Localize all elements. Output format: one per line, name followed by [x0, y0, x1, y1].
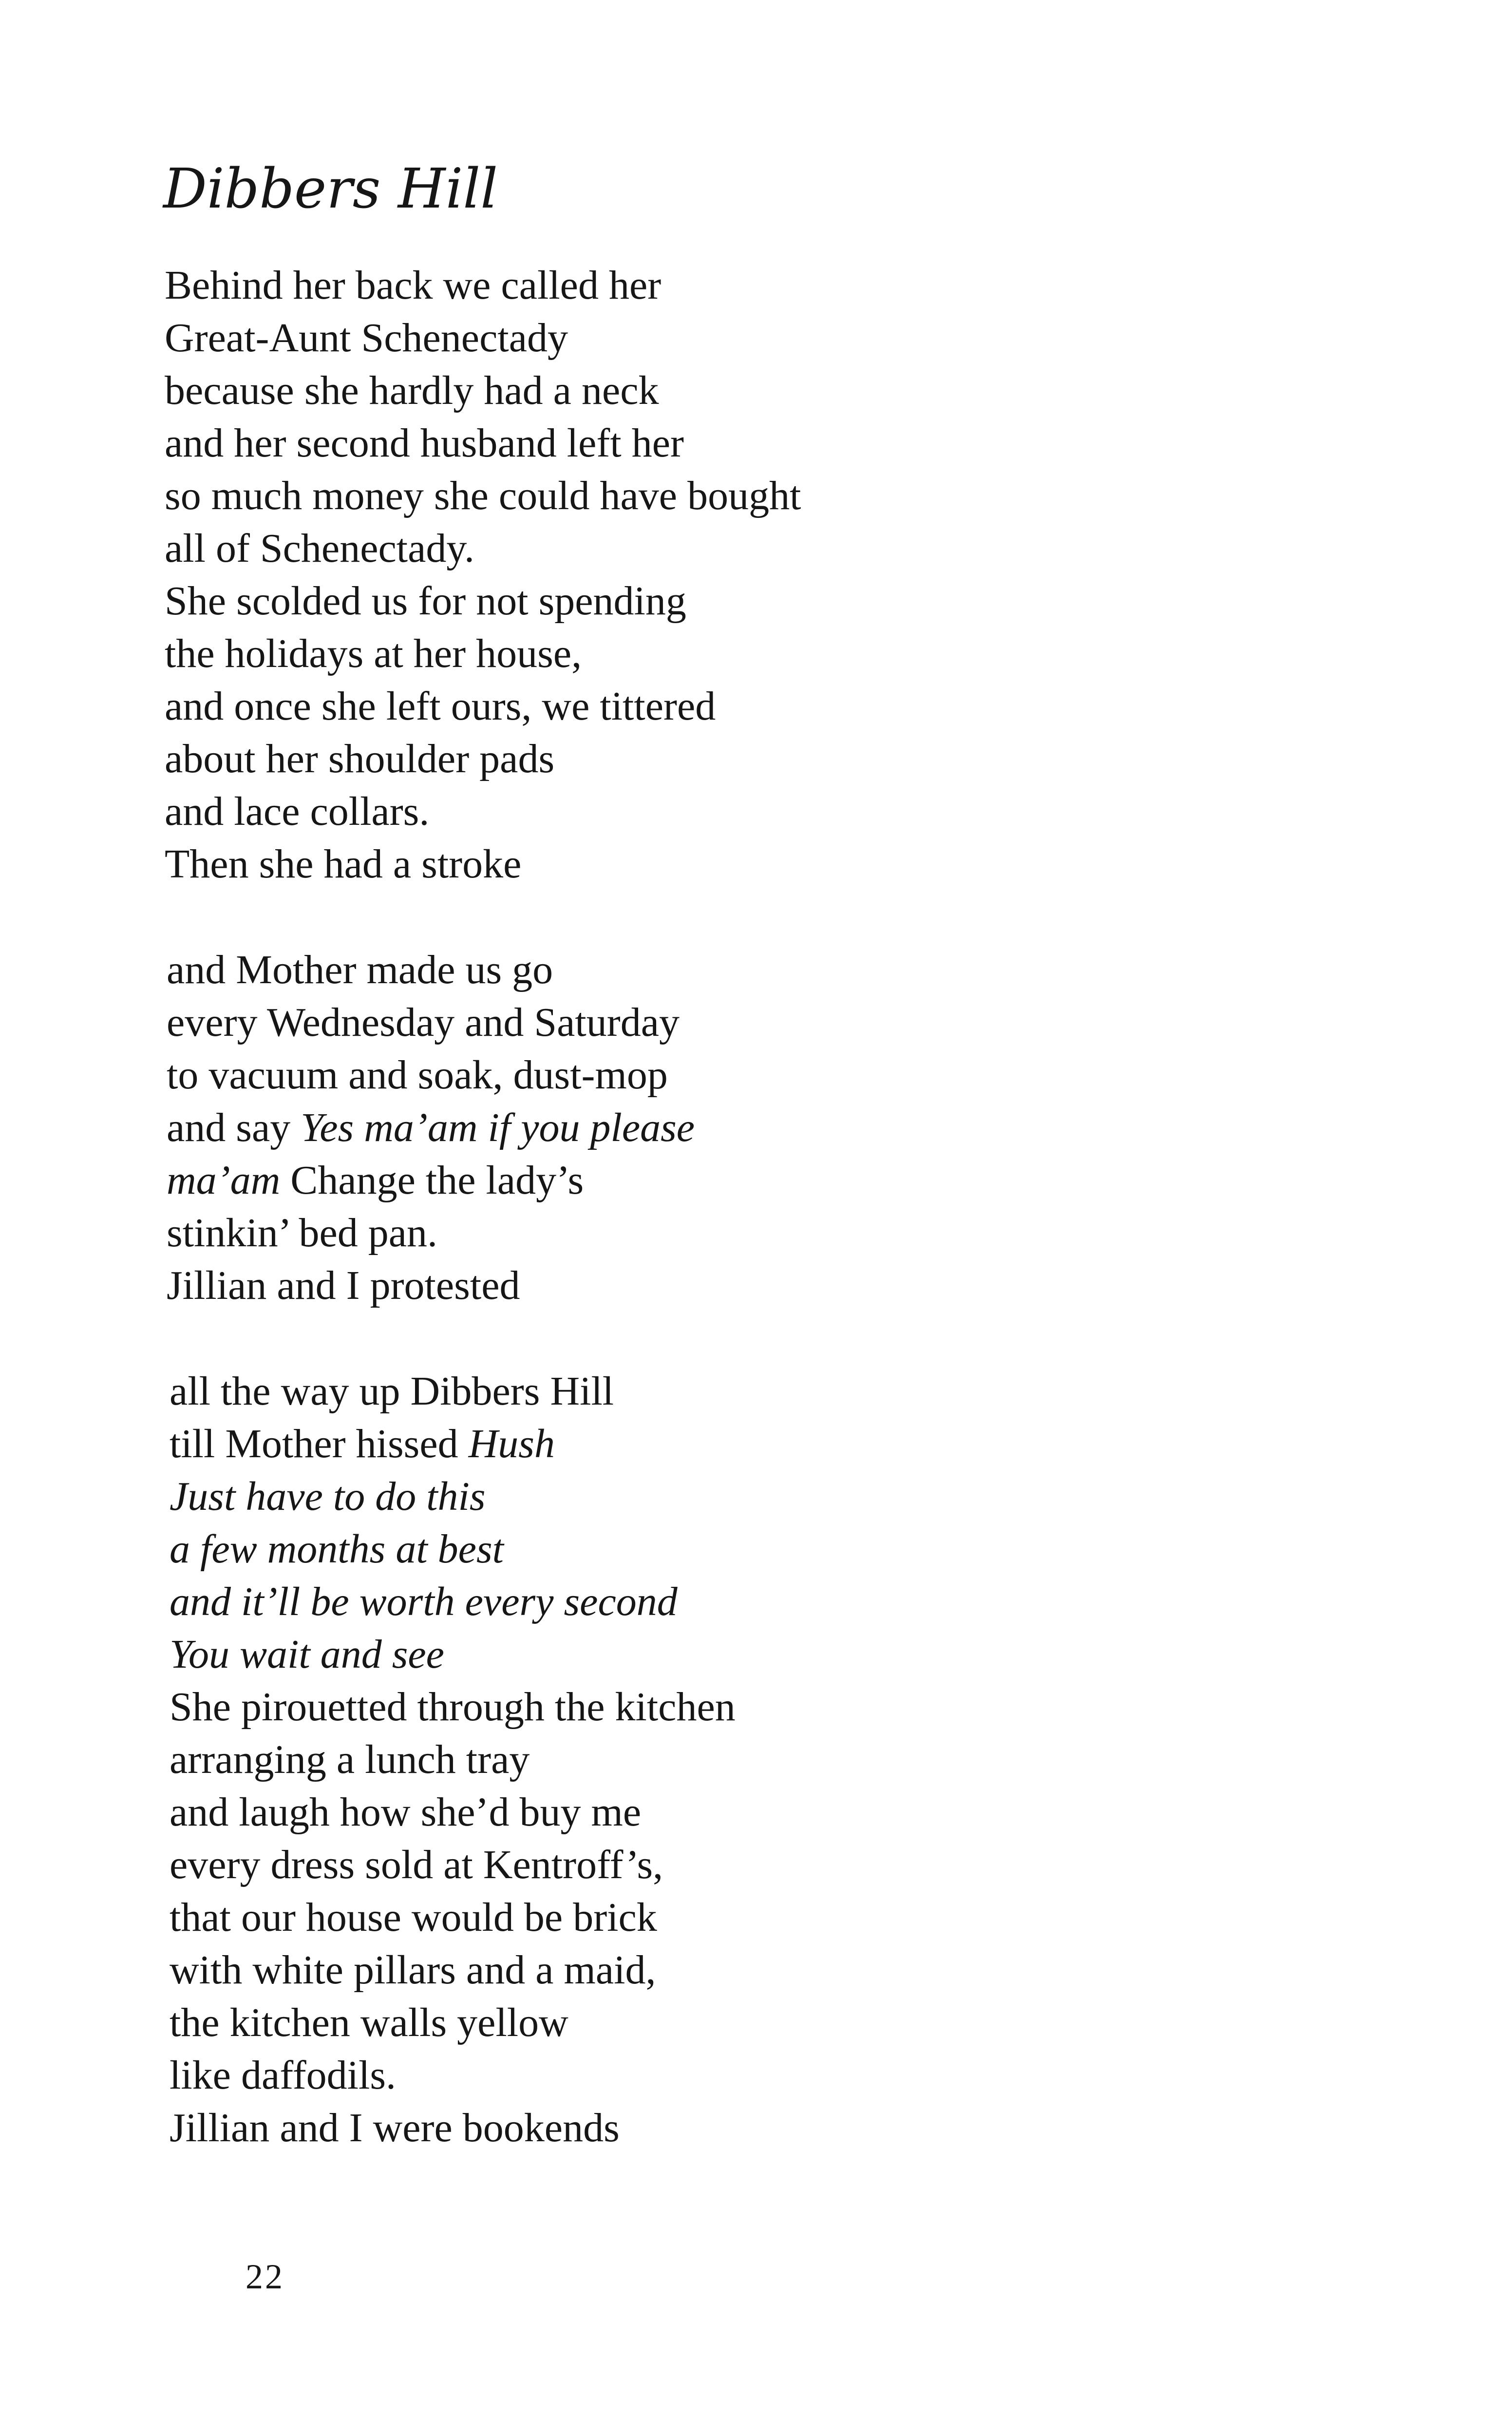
poem-text-roman: and say	[167, 1105, 301, 1150]
poem-line-italic: a few months at best	[170, 1526, 504, 1572]
stanza-2	[167, 944, 695, 1312]
poem-line: with white pillars and a maid,	[170, 1947, 656, 1993]
poem-line: like daffodils.	[170, 2053, 397, 2098]
poem-line: Behind her back we called her	[165, 263, 662, 308]
poem-line: and laugh how she’d buy me	[170, 1789, 642, 1835]
poem-line: Jillian and I were bookends	[170, 2105, 620, 2151]
poem-line: every Wednesday and Saturday	[167, 1000, 680, 1045]
poem-line: the holidays at her house,	[165, 631, 582, 676]
poem-line: about her shoulder pads	[165, 736, 555, 781]
poem-text-italic: Hush	[468, 1421, 555, 1466]
poem-line: Then she had a stroke	[165, 841, 522, 887]
poem-line: to vacuum and soak, dust-mop	[167, 1052, 668, 1098]
poem-line-italic: and it’ll be worth every second	[170, 1579, 678, 1624]
poem-text-roman: till Mother hissed	[170, 1421, 469, 1466]
poem-line: and lace collars.	[165, 789, 430, 834]
poem-line: the kitchen walls yellow	[170, 2000, 568, 2045]
poem-line: arranging a lunch tray	[170, 1737, 530, 1782]
poem-line: Jillian and I protested	[167, 1263, 520, 1308]
poem-line: She pirouetted through the kitchen	[170, 1684, 736, 1730]
poem-line: so much money she could have bought	[165, 473, 801, 518]
poem-line-mixed	[167, 1102, 695, 1154]
poem-line: and her second husband left her	[165, 420, 684, 466]
poem-line: and once she left ours, we tittered	[165, 684, 716, 729]
poem-line: stinkin’ bed pan.	[167, 1210, 438, 1256]
poem-line: and Mother made us go	[167, 947, 553, 992]
poem-line: because she hardly had a neck	[165, 368, 659, 413]
poem-line-italic: You wait and see	[170, 1632, 444, 1677]
stanza-1	[165, 259, 801, 891]
poem-text-roman: Change the lady’s	[280, 1158, 584, 1203]
poem-line: that our house would be brick	[170, 1895, 657, 1940]
poem-line: every dress sold at Kentroff’s,	[170, 1842, 663, 1887]
poem-line-italic: Just have to do this	[170, 1474, 486, 1519]
stanza-3	[170, 1365, 736, 2154]
poem-line-mixed	[170, 1418, 736, 1470]
poem-title: Dibbers Hill	[163, 157, 498, 221]
poem-line: Great-Aunt Schenectady	[165, 315, 568, 361]
poem-line: all the way up Dibbers Hill	[170, 1369, 614, 1414]
poem-line: She scolded us for not spending	[165, 578, 686, 624]
poem-line: all of Schenectady.	[165, 526, 474, 571]
poem-text-italic: ma’am	[167, 1158, 281, 1203]
poem-text-italic: Yes ma’am if you please	[301, 1105, 695, 1150]
page-number: 22	[246, 2257, 284, 2296]
poem-line-mixed	[167, 1154, 695, 1207]
